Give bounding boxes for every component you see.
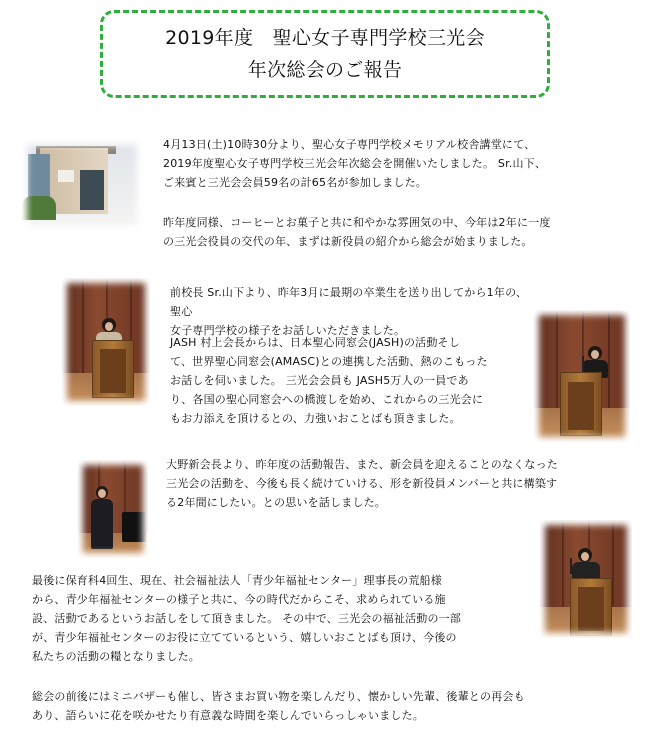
title-box [100, 10, 550, 98]
paragraph-yamashita: 前校長 Sr.山下より、昨年3月に最期の卒業生を送り出してから1年の、聖心 女子専門学校の様子をお話しいただきました。 [170, 286, 528, 337]
paragraph-bazaar: 総会の前後にはミニバザーも催し、皆さまお買い物を楽しんだり、懐かしい先輩、後輩との再会も あり、語らいに花を咲かせたり有意義な時間を楽しんでいらっしゃいました。 [32, 690, 525, 722]
page-title-line2: 年次総会のご報告 [247, 59, 403, 81]
speaker-photo-yamashita [62, 278, 150, 406]
paragraph-ohno: 大野新会長より、昨年度の活動報告、また、新会員を迎えることのなくなった 三光会の活動を、今後も長く続けていける、形を新役員メンバーと共に構築す る2年間にしたい。との思いを話しました。 [166, 458, 558, 509]
paragraph-atmosphere: 昨年度同様、コーヒーとお菓子と共に和やかな雰囲気の中、今年は2年に一度 の三光会役員の交代の年、まずは新役員の紹介から総会が始まりました。 [163, 216, 551, 248]
paragraph-arafune: 最後に保育科4回生、現在、社会福祉法人「青少年福祉センター」理事長の荒船様 から、青少年福祉センターの様子と共に、今の時代だからこそ、求められている施 設、活動であるというお話しをして頂きました。 その中で、三光会の福祉活動の一部 が、青少年福祉センターのお役に立てているという、嬉しいおことばも頂け、今後の 私たちの活動の糧となりました。 [32, 574, 462, 663]
paragraph-jash: JASH 村上会長からは、日本聖心同窓会(JASH)の活動そし て、世界聖心同窓会(AMASC)との連携した活動、熱のこもった お話しを伺いました。 三光会会員も JASH5万人の一員であ り、各国の聖心同窓会への橋渡しを始め、これからの三光会に もお力添えを頂けるとの、力強いおことばも頂きました。 [170, 336, 488, 425]
speaker-photo-arafune [540, 520, 632, 638]
speaker-photo-murakami [534, 310, 630, 442]
school-building-photo [22, 140, 142, 230]
speaker-photo-ohno [78, 460, 148, 558]
paragraph-opening: 4月13日(土)10時30分より、聖心女子専門学校メモリアル校舎講堂にて、 2019年度聖心女子専門学校三光会年次総会を開催いたしました。 Sr.山下、 ご来賓と三光会会員59名の計65名が参加しました。 [163, 138, 547, 189]
page-title-line1: 2019年度 聖心女子専門学校三光会 [165, 27, 485, 49]
